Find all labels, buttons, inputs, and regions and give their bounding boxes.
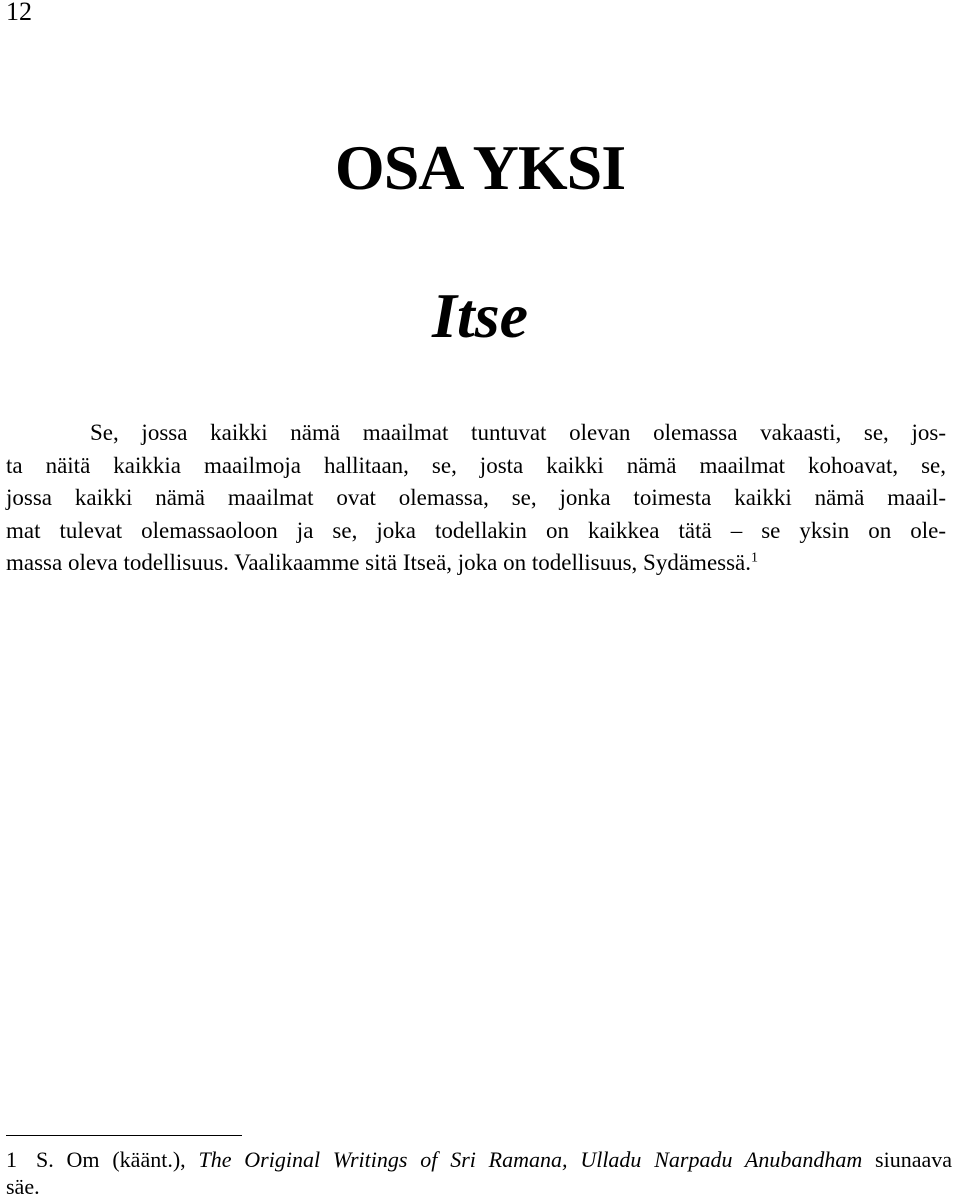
body-line: massa oleva todellisuus. Vaalikaamme sitä Itseä, joka on todellisuus, Sydämessä.	[6, 550, 752, 575]
footnote-divider	[6, 1135, 242, 1136]
page-number: 12	[6, 0, 32, 26]
footnote-text-before: S. Om (käänt.),	[36, 1147, 199, 1172]
footnote-reference[interactable]: 1	[751, 550, 759, 566]
part-title: OSA YKSI	[334, 132, 626, 203]
body-line: jossa kaikki nämä maailmat ovat olemassa, se, jonka toimesta kaikki nämä maail-	[6, 485, 946, 510]
body-paragraph	[6, 417, 946, 580]
body-line: mat tulevat olemassaoloon ja se, joka todellakin on kaikkea tätä – se yksin on ole-	[6, 517, 946, 543]
footnote-title: The Original Writings of Sri Ramana, Ulladu Narpadu Anubandham	[198, 1147, 863, 1172]
footnote-text-after: siunaava	[862, 1147, 952, 1172]
footnote-number: 1	[6, 1147, 17, 1172]
footnote-continuation: säe.	[6, 1174, 40, 1199]
body-line-last	[6, 547, 946, 580]
body-line: Se, jossa kaikki nämä maailmat tuntuvat olevan olemassa vakaasti, se, jos-	[90, 420, 946, 445]
body-line: ta näitä kaikkia maailmoja hallitaan, se, josta kaikki nämä maailmat kohoavat, se,	[6, 452, 946, 478]
footnote-line	[6, 1146, 952, 1173]
footnote	[6, 1146, 952, 1200]
chapter-title: Itse	[432, 280, 528, 351]
